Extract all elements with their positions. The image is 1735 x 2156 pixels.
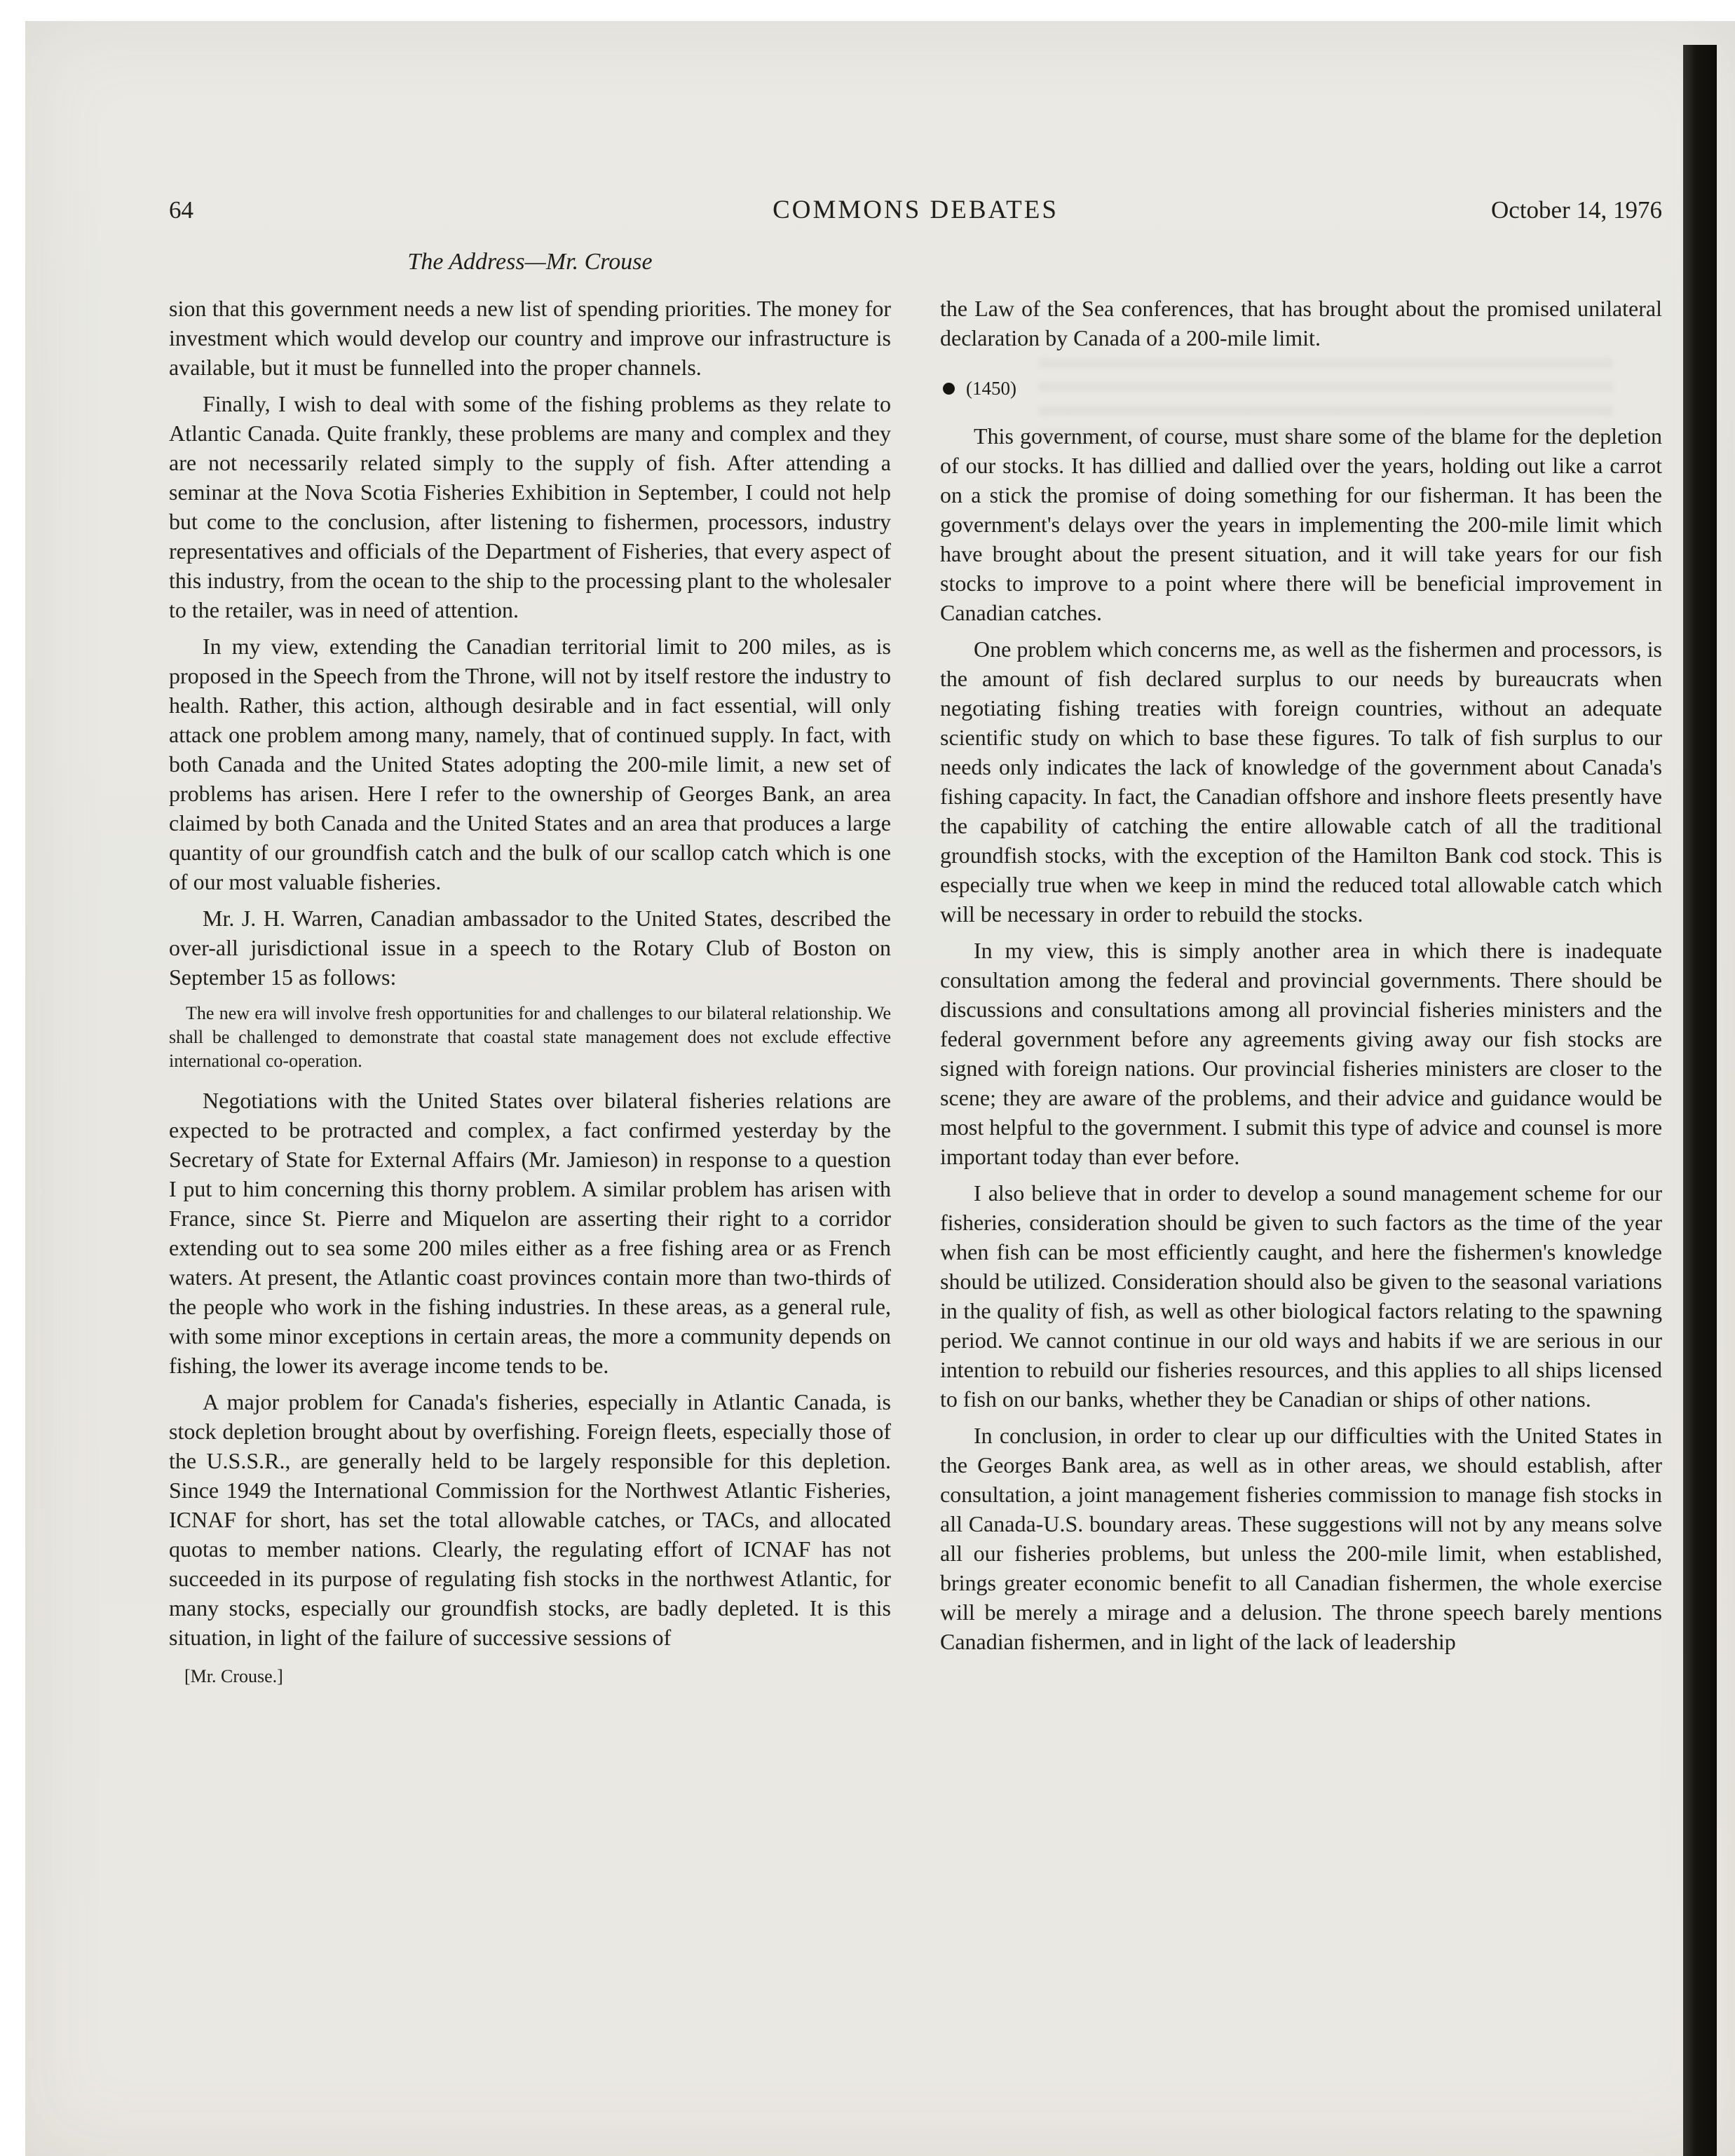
paragraph: I also believe that in order to develop a sound management scheme for our fisheries, consideration should be given to such factors as the time of the year when fish can be most efficiently caught, and here the fishermen's knowledge should be utilized. Consideration should also be given to the seasonal variations in the quality of fish, as well as other biological factors relating to the spawning period. We cannot continue in our old ways and habits if we are serious in our intention to rebuild our fisheries resources, and this applies to all ships licensed to fish on our banks, whether they be Canadian or ships of other nations.	[940, 1180, 1662, 1412]
paper	[25, 21, 1735, 2156]
page-number: 64	[169, 196, 193, 224]
paragraph: Mr. J. H. Warren, Canadian ambassador to the United States, described the over-all jurisdictional issue in a speech to the Rotary Club of Boston on September 15 as follows:	[169, 906, 891, 990]
paragraph: Negotiations with the United States over bilateral fisheries relations are expected to be protracted and complex, a fact confirmed yesterday by the Secretary of State for External Affairs (Mr. Jamieson) in response to a question I put to him concerning this thorny problem. A similar problem has arisen with France, since St. Pierre and Miquelon are asserting their right to a corridor extending out to sea some 200 miles either as a free fishing area or as French waters. At present, the Atlantic coast provinces contain more than two-thirds of the people who work in the fishing industries. In these areas, as a general rule, with some minor exceptions in certain areas, the more a community depends on fishing, the lower its average income tends to be.	[169, 1088, 891, 1378]
paragraph: This government, of course, must share some of the blame for the depletion of our stocks. It has dillied and dallied over the years, holding out like a carrot on a stick the promise of doing something for our fisherman. It has been the government's delays over the years in implementing the 200-mile limit which have brought about the present situation, and it will take years for our fish stocks to improve to a point where there will be beneficial improvement in Canadian catches.	[940, 423, 1662, 625]
header-title: COMMONS DEBATES	[773, 196, 1059, 224]
binding-shadow-bar	[1683, 45, 1717, 2156]
speaker-footnote: [Mr. Crouse.]	[184, 1666, 283, 1686]
paragraph-continuation: the Law of the Sea conferences, that has brought about the promised unilateral declaration by Canada of a 200-mile limit.	[940, 296, 1662, 350]
time-marker	[943, 374, 1662, 403]
text-columns	[169, 294, 1662, 1691]
page-content	[169, 195, 1662, 1691]
running-title: The Address—Mr. Crouse	[407, 249, 653, 275]
paragraph-continuation: sion that this government needs a new list of spending priorities. The money for investment which would develop our country and improve our infrastructure is available, but it must be funnelled into the proper channels.	[169, 296, 891, 380]
left-column	[169, 294, 891, 1691]
header-date: October 14, 1976	[1491, 196, 1662, 224]
paragraph: One problem which concerns me, as well as the fishermen and processors, is the amount of fish declared surplus to our needs by bureaucrats when negotiating fishing treaties with foreign countries, without an adequate scientific study on which to base these figures. To talk of fish surplus to our needs only indicates the lack of knowledge of the government about Canada's fishing capacity. In fact, the Canadian offshore and inshore fleets presently have the capability of catching the entire allowable catch of all the traditional groundfish stocks, with the exception of the Hamilton Bank cod stock. This is especially true when we keep in mind the reduced total allowable catch which will be necessary in order to rebuild the stocks.	[940, 636, 1662, 927]
bullet-icon	[943, 383, 955, 395]
paragraph: A major problem for Canada's fisheries, especially in Atlantic Canada, is stock depletion brought about by overfishing. Foreign fleets, especially those of the U.S.S.R., are generally held to be largely responsible for this depletion. Since 1949 the International Commission for the Northwest Atlantic Fisheries, ICNAF for short, has set the total allowable catches, or TACs, and allocated quotas to member nations. Clearly, the regulating effort of ICNAF has not succeeded in its purpose of regulating fish stocks in the northwest Atlantic, for many stocks, especially our groundfish stocks, are badly depleted. It is this situation, in light of the failure of successive sessions of	[169, 1389, 891, 1650]
page-header	[169, 195, 1662, 225]
paragraph: In my view, this is simply another area in which there is inadequate consultation among the federal and provincial governments. There should be discussions and consultations among all provincial fisheries ministers and the federal government before any agreements giving away our fish stocks are signed with foreign nations. Our provincial fisheries ministers are closer to the scene; they are aware of the problems, and their advice and guidance would be most helpful to the government. I submit this type of advice and counsel is more important today than ever before.	[940, 938, 1663, 1169]
paragraph: In conclusion, in order to clear up our difficulties with the United States in the Georges Bank area, as well as in other areas, we should establish, after consultation, a joint management fisheries commission to manage fish stocks in all Canada-U.S. boundary areas. These suggestions will not by any means solve all our fisheries problems, but unless the 200-mile limit, when established, brings greater economic benefit to all Canadian fishermen, the whole exercise will be merely a mirage and a delusion. The throne speech barely mentions Canadian fishermen, and in light of the lack of leadership	[940, 1423, 1662, 1654]
right-column	[940, 294, 1662, 1691]
paragraph: Finally, I wish to deal with some of the fishing problems as they relate to Atlantic Canada. Quite frankly, these problems are many and complex and they are not necessarily related simply to the supply of fish. After attending a seminar at the Nova Scotia Fisheries Exhibition in September, I could not help but come to the conclusion, after listening to fishermen, processors, industry representatives and officials of the Department of Fisheries, that every aspect of this industry, from the ocean to the ship to the processing plant to the wholesaler to the retailer, was in need of attention.	[169, 391, 891, 622]
paragraph: In my view, extending the Canadian territorial limit to 200 miles, as is proposed in the Speech from the Throne, will not by itself restore the industry to health. Rather, this action, although desirable and in fact essential, will only attack one problem among many, namely, that of continued supply. In fact, with both Canada and the United States adopting the 200-mile limit, a new set of problems has arisen. Here I refer to the ownership of Georges Bank, an area claimed by both Canada and the United States and an area that produces a large quantity of our groundfish catch and the bulk of our scallop catch which is one of our most valuable fisheries.	[169, 634, 891, 894]
time-marker-label: (1450)	[966, 378, 1016, 399]
blockquote-citation: The new era will involve fresh opportunities for and challenges to our bilateral relationship. We shall be challenged to demonstrate that coastal state management does not exclude effective international co-operation.	[169, 1003, 891, 1071]
